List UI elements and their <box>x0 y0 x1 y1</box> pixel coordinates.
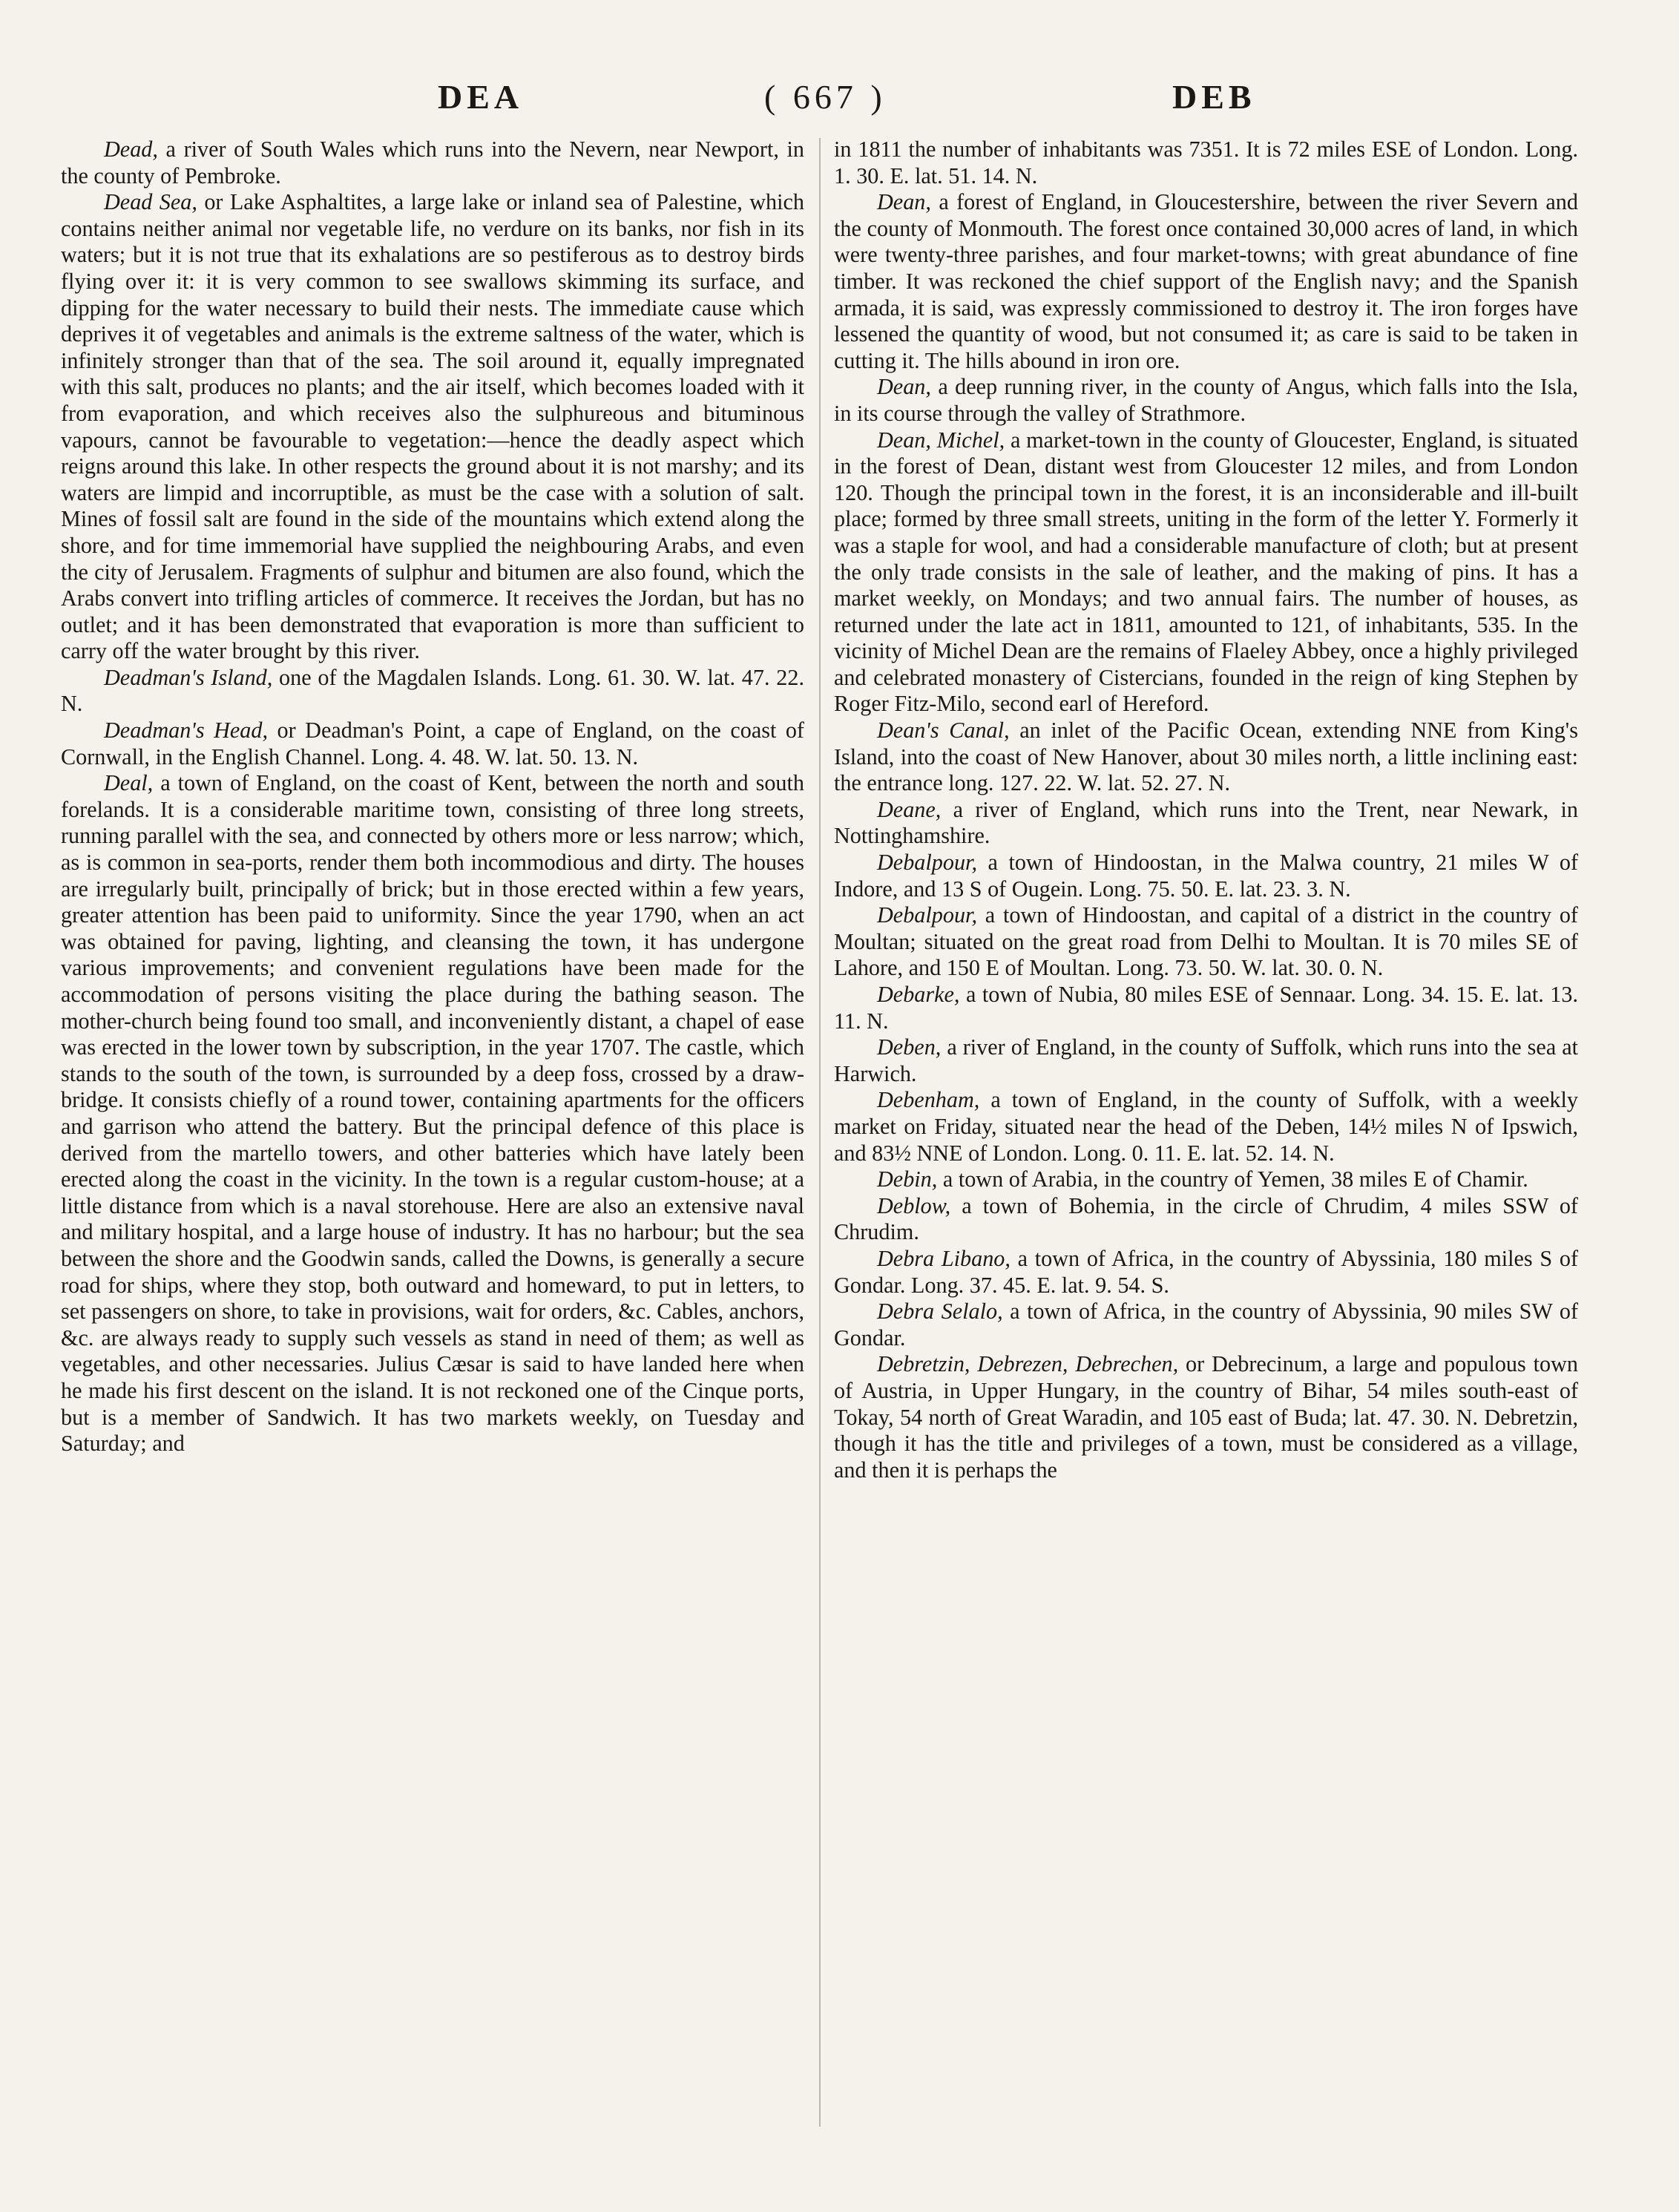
headword: Deadman's Island, <box>104 664 273 690</box>
entry <box>834 1087 1578 1166</box>
entry-text: a market-town in the county of Gloucester, England, is situated in the forest of Dean, distant west from Gloucester 12 miles, and from London 120. Though the principal town in the forest, it is an inconsiderable and ill-built place; formed by three small streets, uniting in the form of the letter Y. Formerly it was a staple for wool, and had a considerable manufacture of cloth; but at present the only trade consists in the sale of leather, and the making of pins. It has a market weekly, on Mondays; and two annual fairs. The number of houses, as returned under the late act in 1811, amounted to 121, of inhabitants, 535. In the vicinity of Michel Dean are the remains of Flaeley Abbey, once a highly privileged and celebrated monastery of Cistercians, founded in the reign of king Stephen by Roger Fitz-Milo, second earl of Hereford. <box>834 427 1578 717</box>
entry-text: a deep running river, in the county of Angus, which falls into the Isla, in its course through the valley of Strathmore. <box>834 374 1578 426</box>
entry-continuation <box>834 137 1578 189</box>
headword: Debenham, <box>877 1087 980 1113</box>
entry <box>61 137 804 189</box>
entry-text: in 1811 the number of inhabitants was 7351. It is 72 miles ESE of London. Long. 1. 30. E. lat. 51. 14. N. <box>834 137 1578 188</box>
entry <box>834 1299 1578 1351</box>
entry-text: a town of England, on the coast of Kent, between the north and south forelands. It is a considerable maritime town, consisting of three long streets, running parallel with the sea, and connected by others more or less narrow; which, as is common in sea-ports, render them both incommodious and dirty. The houses are irregularly built, principally of brick; but in those erected within a few years, greater attention has been paid to uniformity. Since the year 1790, when an act was obtained for paving, lighting, and cleansing the town, it has undergone various improvements; and convenient regulations have been made for the accommodation of persons visiting the place during the bathing season. The mother-church being found too small, and inconveniently distant, a chapel of ease was erected in the lower town by subscription, in the year 1707. The castle, which stands to the south of the town, is surrounded by a deep foss, crossed by a draw-bridge. It consists chiefly of a round tower, containing apartments for the officers and garrison who attend the battery. But the principal defence of this place is derived from the martello towers, and other batteries which have lately been erected along the coast in the vicinity. In the town is a regular custom-house; at a little distance from which is a naval storehouse. Here are also an extensive naval and military hospital, and a large house of industry. It has no harbour; but the sea between the shore and the Goodwin sands, called the Downs, is generally a secure road for ships, where they stop, both outward and homeward, to put in letters, to set passengers on shore, to take in provisions, wait for orders, &c. Cables, anchors, &c. are always ready to supply such vessels as stand in need of them; as well as vegetables, and other necessaries. Julius Cæsar is said to have landed here when he made his first descent on the island. It is not reckoned one of the Cinque ports, but is a member of Sandwich. It has two markets weekly, on Tuesday and Saturday; and <box>61 770 804 1457</box>
entry <box>834 718 1578 797</box>
entry <box>61 665 804 718</box>
entry <box>834 1193 1578 1246</box>
headword: Dean's Canal, <box>877 718 1010 744</box>
headword: Debin, <box>877 1166 938 1192</box>
headword: Dean, <box>877 374 931 400</box>
entry-text: a river of England, in the county of Suffolk, which runs into the sea at Harwich. <box>834 1034 1578 1086</box>
headword: Debra Libano, <box>877 1245 1011 1271</box>
entry-text: a town of Hindoostan, in the Malwa country, 21 miles W of Indore, and 13 S of Ougein. Long. 75. 50. E. lat. 23. 3. N. <box>834 850 1578 902</box>
entry-text: a town of Hindoostan, and capital of a district in the country of Moultan; situated on the great road from Delhi to Moultan. It is 70 miles SE of Lahore, and 150 E of Moultan. Long. 73. 50. W. lat. 30. 0. N. <box>834 902 1578 981</box>
headword: Deane, <box>877 796 942 822</box>
entry <box>834 902 1578 982</box>
entry <box>834 1351 1578 1483</box>
entry-text: a town of Africa, in the country of Abyssinia, 90 miles SW of Gondar. <box>834 1299 1578 1350</box>
headword: Deadman's Head, <box>104 718 269 744</box>
headword: Debra Selalo, <box>877 1299 1003 1325</box>
headword: Dead Sea, <box>104 189 197 215</box>
headword: Debretzin, Debrezen, Debrechen, <box>877 1351 1179 1377</box>
entry-text: or Debrecinum, a large and populous town of Austria, in Upper Hungary, in the country of Bihar, 54 miles south-east of Tokay, 54 north of Great Waradin, and 105 east of Buda; lat. 47. 30. N. Debretzin, though it has the title and privileges of a town, must be considered as a village, and then it is perhaps the <box>834 1351 1579 1483</box>
headword: Deben, <box>877 1034 942 1060</box>
headword: Debarke, <box>877 982 960 1007</box>
entry <box>834 850 1578 902</box>
entry <box>61 189 804 665</box>
entry-text: a town of Bohemia, in the circle of Chrudim, 4 miles SSW of Chrudim. <box>834 1192 1578 1245</box>
entry <box>834 1246 1578 1299</box>
column-divider <box>819 138 821 2127</box>
entry <box>61 770 804 1457</box>
entry <box>834 1034 1578 1087</box>
right-column <box>834 137 1578 1483</box>
headword: Deblow, <box>877 1192 951 1218</box>
entry-text: a town of Arabia, in the country of Yemen, 38 miles E of Chamir. <box>937 1166 1528 1192</box>
running-header <box>0 77 1679 129</box>
header-right-guideword: DEB <box>1172 78 1256 116</box>
entry-text: a river of South Wales which runs into the Nevern, near Newport, in the county of Pembroke. <box>61 137 804 188</box>
entry <box>834 797 1578 850</box>
entry <box>834 1166 1578 1193</box>
entry <box>834 189 1578 374</box>
entry <box>61 718 804 770</box>
entry-text: a town of Africa, in the country of Abyssinia, 180 miles S of Gondar. Long. 37. 45. E. lat. 9. 54. S. <box>834 1245 1579 1298</box>
headword: Dead, <box>104 137 158 162</box>
left-column <box>61 137 804 1457</box>
entry-text: or Deadman's Point, a cape of England, on the coast of Cornwall, in the English Channel. Long. 4. 48. W. lat. 50. 13. N. <box>61 718 804 769</box>
headword: Dean, Michel, <box>877 427 1005 453</box>
entry-text: one of the Magdalen Islands. Long. 61. 30. W. lat. 47. 22. N. <box>61 664 804 717</box>
header-left-guideword: DEA <box>438 78 524 116</box>
page-number: ( 667 ) <box>764 78 887 116</box>
entry <box>834 374 1578 427</box>
entry-text: or Lake Asphaltites, a large lake or inland sea of Palestine, which contains neither animal nor vegetable life, no verdure on its banks, nor fish in its waters; but it is not true that its exhalations are so pestiferous as to destroy birds flying over it: it is very common to see swallows skimming its surface, and dipping for the water necessary to build their nests. The immediate cause which deprives it of vegetables and animals is the extreme saltness of the water, which is infinitely stronger than that of the sea. The soil around it, equally impregnated with this salt, produces no plants; and the air itself, which becomes loaded with it from evaporation, and which receives also the sulphureous and bituminous vapours, cannot be favourable to vegetation:—hence the deadly aspect which reigns around this lake. In other respects the ground about it is not marshy; and its waters are limpid and incorruptible, as must be the case with a solution of salt. Mines of fossil salt are found in the side of the mountains which extend along the shore, and for time immemorial have supplied the neighbouring Arabs, and even the city of Jerusalem. Fragments of sulphur and bitumen are also found, which the Arabs convert into trifling articles of commerce. It receives the Jordan, but has no outlet; and it has been demonstrated that evaporation is more than sufficient to carry off the water brought by this river. <box>61 189 804 664</box>
entry-text: a river of England, which runs into the Trent, near Newark, in Nottinghamshire. <box>834 796 1578 849</box>
entry-text: a town of England, in the county of Suffolk, with a weekly market on Friday, situated near the head of the Deben, 14½ miles N of Ipswich, and 83½ NNE of London. Long. 0. 11. E. lat. 52. 14. N. <box>834 1087 1578 1166</box>
entry <box>834 427 1578 718</box>
entry-text: a town of Nubia, 80 miles ESE of Sennaar. Long. 34. 15. E. lat. 13. 11. N. <box>834 982 1578 1034</box>
headword: Dean, <box>877 189 931 215</box>
entry <box>834 982 1578 1034</box>
entry-text: an inlet of the Pacific Ocean, extending NNE from King's Island, into the coast of New Hanover, about 30 miles north, a little inclining east: the entrance long. 127. 22. W. lat. 52. 27. N. <box>834 718 1578 796</box>
headword: Deal, <box>104 770 154 796</box>
headword: Debalpour, <box>877 850 978 876</box>
entry-text: a forest of England, in Gloucestershire, between the river Severn and the county of Monmouth. The forest once contained 30,000 acres of land, in which were twenty-three parishes, and four market-towns; with great abundance of fine timber. It was reckoned the chief support of the English navy; and the Spanish armada, it is said, was expressly commissioned to destroy it. The iron forges have lessened the quantity of wood, but not consumed it; as care is said to be taken in cutting it. The hills abound in iron ore. <box>834 189 1578 373</box>
headword: Debalpour, <box>877 902 978 928</box>
